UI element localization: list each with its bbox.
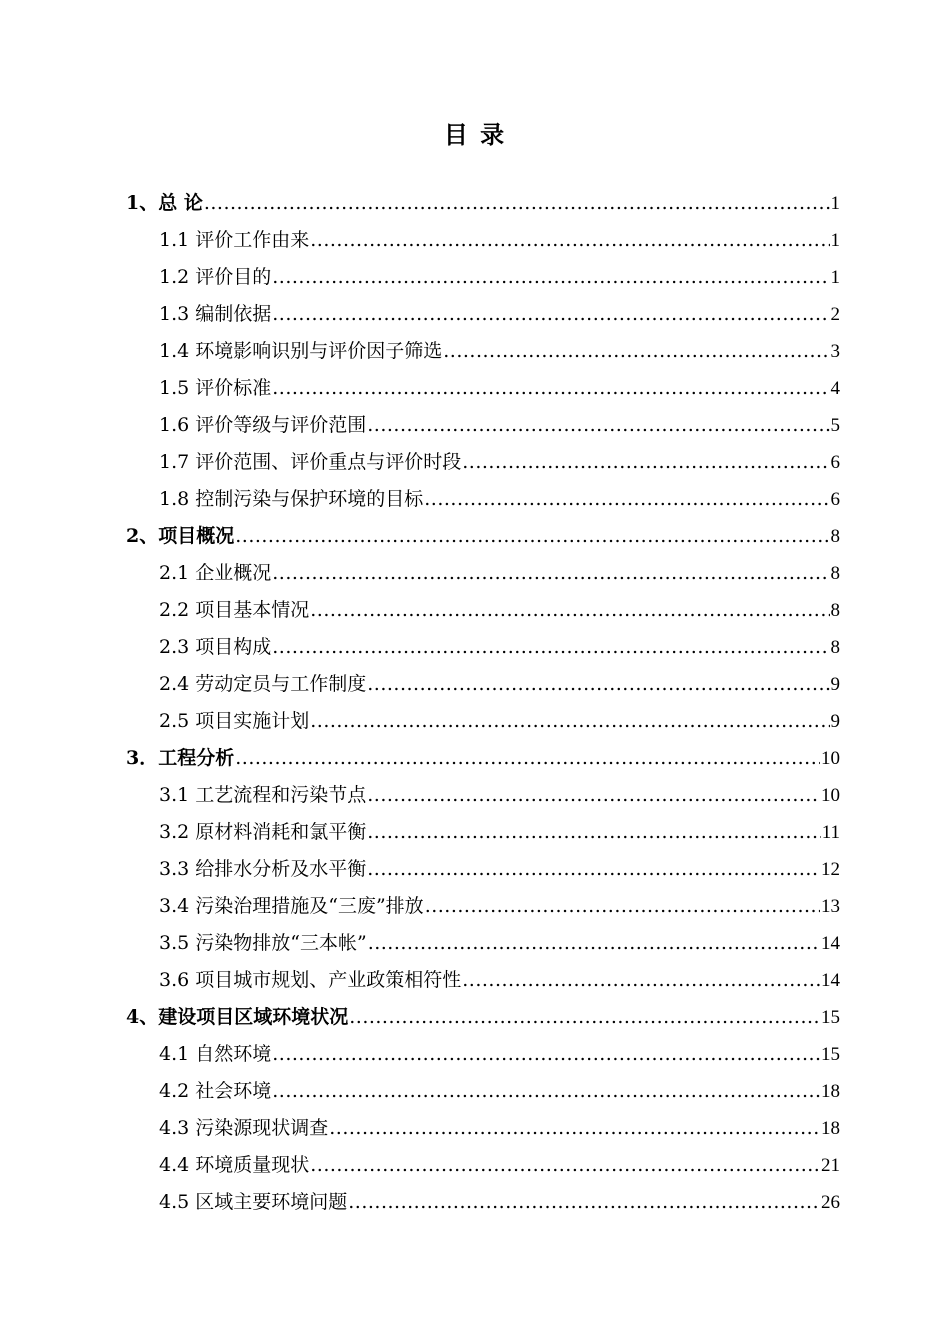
toc-page-number: 5	[830, 415, 840, 436]
toc-dot-leader	[272, 370, 829, 407]
toc-dot-leader	[367, 407, 829, 444]
toc-section-entry[interactable]	[126, 407, 840, 444]
toc-page-number: 8	[830, 600, 840, 621]
toc-page-number: 12	[821, 859, 840, 880]
toc-dot-leader	[235, 518, 829, 555]
toc-entry-label: 3.1 工艺流程和污染节点	[159, 784, 367, 806]
toc-section-entry[interactable]	[126, 962, 840, 999]
toc-section-entry[interactable]	[126, 444, 840, 481]
toc-dot-leader	[272, 629, 829, 666]
toc-entry-label: 2.2 项目基本情况	[159, 599, 310, 621]
toc-entry-label: 4.2 社会环境	[159, 1080, 272, 1102]
toc-chapter-entry[interactable]	[126, 999, 840, 1036]
toc-page-number: 26	[821, 1192, 840, 1213]
toc-chapter-entry[interactable]	[126, 185, 840, 222]
toc-section-entry[interactable]	[126, 296, 840, 333]
toc-page-number: 8	[830, 563, 840, 584]
toc-section-entry[interactable]	[126, 1036, 840, 1073]
toc-entry-label: 4.5 区域主要环境问题	[159, 1191, 348, 1213]
toc-page-number: 6	[830, 452, 840, 473]
toc-dot-leader	[310, 222, 829, 259]
toc-entry-label: 1.8 控制污染与保护环境的目标	[159, 488, 424, 510]
toc-dot-leader	[367, 851, 820, 888]
toc-page-number: 11	[821, 822, 840, 843]
toc-chapter-entry[interactable]	[126, 740, 840, 777]
toc-dot-leader	[462, 444, 829, 481]
toc-entry-label: 4.4 环境质量现状	[159, 1154, 310, 1176]
toc-dot-leader	[443, 333, 829, 370]
toc-dot-leader	[310, 703, 829, 740]
toc-entry-label: 3．工程分析	[126, 747, 235, 769]
toc-page-number: 6	[830, 489, 840, 510]
toc-dot-leader	[235, 740, 820, 777]
toc-page-number: 14	[821, 970, 840, 991]
toc-dot-leader	[272, 1073, 820, 1110]
toc-entry-label: 3.5 污染物排放“三本帐”	[159, 932, 367, 954]
toc-section-entry[interactable]	[126, 555, 840, 592]
toc-page-number: 18	[821, 1081, 840, 1102]
toc-page-number: 4	[830, 378, 840, 399]
page-title: 目 录	[443, 120, 507, 149]
toc-dot-leader	[348, 1184, 820, 1221]
toc-entry-label: 2.4 劳动定员与工作制度	[159, 673, 367, 695]
toc-page-number: 10	[821, 785, 840, 806]
toc-entry-label: 2.3 项目构成	[159, 636, 272, 658]
toc-page-number: 21	[821, 1155, 840, 1176]
toc-entry-label: 1.2 评价目的	[159, 266, 272, 288]
toc-dot-leader	[367, 666, 829, 703]
toc-page-number: 8	[830, 526, 840, 547]
toc-dot-leader	[272, 296, 829, 333]
toc-section-entry[interactable]	[126, 481, 840, 518]
toc-dot-leader	[349, 999, 820, 1036]
toc-section-entry[interactable]	[126, 592, 840, 629]
toc-entry-label: 1.7 评价范围、评价重点与评价时段	[159, 451, 462, 473]
table-of-contents	[126, 185, 840, 1221]
toc-entry-label: 1、总 论	[126, 192, 203, 214]
toc-dot-leader	[204, 185, 830, 222]
toc-dot-leader	[310, 1147, 820, 1184]
toc-page-number: 9	[830, 674, 840, 695]
toc-section-entry[interactable]	[126, 1184, 840, 1221]
toc-section-entry[interactable]	[126, 629, 840, 666]
toc-page-number: 9	[830, 711, 840, 732]
toc-dot-leader	[424, 481, 829, 518]
toc-section-entry[interactable]	[126, 666, 840, 703]
toc-entry-label: 2.5 项目实施计划	[159, 710, 310, 732]
toc-entry-label: 3.2 原材料消耗和氯平衡	[159, 821, 367, 843]
toc-page-number: 10	[821, 748, 840, 769]
toc-section-entry[interactable]	[126, 222, 840, 259]
toc-entry-label: 4、建设项目区域环境状况	[126, 1006, 349, 1028]
toc-dot-leader	[310, 592, 829, 629]
toc-page-number: 8	[830, 637, 840, 658]
toc-page-number: 18	[821, 1118, 840, 1139]
toc-section-entry[interactable]	[126, 703, 840, 740]
toc-entry-label: 1.5 评价标准	[159, 377, 272, 399]
toc-dot-leader	[425, 888, 820, 925]
toc-section-entry[interactable]	[126, 925, 840, 962]
toc-page-number: 2	[830, 304, 840, 325]
toc-page-number: 13	[821, 896, 840, 917]
toc-entry-label: 2.1 企业概况	[159, 562, 272, 584]
toc-dot-leader	[368, 925, 820, 962]
toc-entry-label: 3.6 项目城市规划、产业政策相符性	[159, 969, 462, 991]
toc-section-entry[interactable]	[126, 370, 840, 407]
toc-section-entry[interactable]	[126, 333, 840, 370]
toc-page-number: 1	[830, 267, 840, 288]
toc-entry-label: 4.3 污染源现状调查	[159, 1117, 329, 1139]
toc-dot-leader	[367, 814, 820, 851]
toc-chapter-entry[interactable]	[126, 518, 840, 555]
toc-section-entry[interactable]	[126, 1110, 840, 1147]
toc-dot-leader	[272, 259, 829, 296]
toc-entry-label: 1.3 编制依据	[159, 303, 272, 325]
toc-page-number: 3	[830, 341, 840, 362]
toc-entry-label: 3.3 给排水分析及水平衡	[159, 858, 367, 880]
toc-section-entry[interactable]	[126, 259, 840, 296]
toc-section-entry[interactable]	[126, 888, 840, 925]
toc-dot-leader	[272, 1036, 820, 1073]
toc-section-entry[interactable]	[126, 851, 840, 888]
toc-dot-leader	[272, 555, 829, 592]
toc-section-entry[interactable]	[126, 777, 840, 814]
toc-dot-leader	[367, 777, 820, 814]
toc-entry-label: 1.1 评价工作由来	[159, 229, 310, 251]
toc-page-number: 14	[821, 933, 840, 954]
toc-entry-label: 1.4 环境影响识别与评价因子筛选	[159, 340, 443, 362]
toc-section-entry[interactable]	[126, 1073, 840, 1110]
toc-entry-label: 2、项目概况	[126, 525, 235, 547]
toc-entry-label: 4.1 自然环境	[159, 1043, 272, 1065]
toc-section-entry[interactable]	[126, 814, 840, 851]
toc-entry-label: 1.6 评价等级与评价范围	[159, 414, 367, 436]
toc-page-number: 1	[830, 230, 840, 251]
toc-entry-label: 3.4 污染治理措施及“三废”排放	[159, 895, 424, 917]
toc-page-number: 1	[830, 193, 840, 214]
toc-dot-leader	[329, 1110, 820, 1147]
toc-page-number: 15	[821, 1044, 840, 1065]
toc-dot-leader	[462, 962, 820, 999]
toc-section-entry[interactable]	[126, 1147, 840, 1184]
toc-page-number: 15	[821, 1007, 840, 1028]
